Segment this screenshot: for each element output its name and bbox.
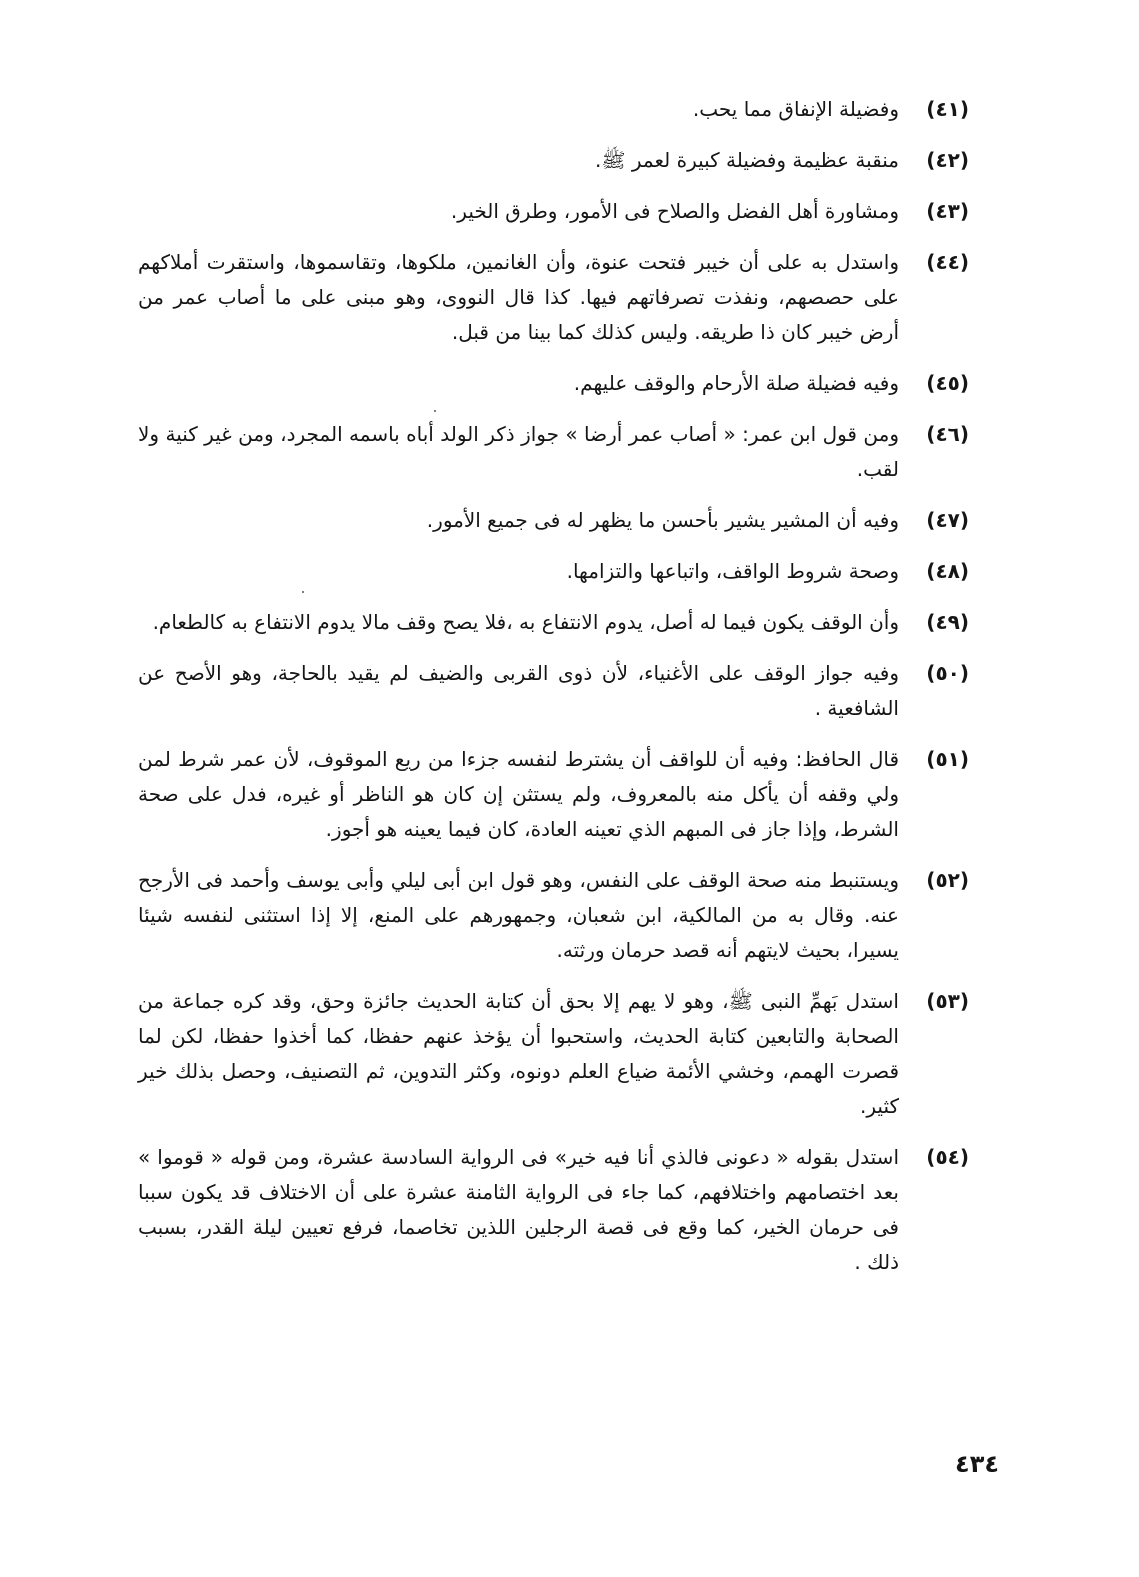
scan-speck (302, 591, 304, 593)
item-text: وفيه أن المشير يشير بأحسن ما يظهر له فى جميع الأمور. (426, 508, 899, 532)
list-item (138, 554, 969, 589)
list-item (138, 92, 969, 127)
item-number: (٥٠) (926, 661, 969, 685)
item-number: (٥٤) (926, 1145, 969, 1169)
page-body (138, 92, 969, 1296)
item-text: ويستنبط منه صحة الوقف على النفس، وهو قول ابن أبى ليلي وأبى يوسف وأحمد فى الأرجح عنه. وقال به من المالكية، ابن شعبان، وجمهورهم على المنع، إلا إذا استثنى لنفسه شيئا يسيرا، بحيث لايتهم أنه قصد حرمان ورثته. (138, 868, 899, 962)
scan-speck (434, 410, 436, 412)
list-item (138, 605, 969, 640)
item-text: وصحة شروط الواقف، واتباعها والتزامها. (566, 559, 899, 583)
item-text: استدل بَهمِّ النبى ﷺ، وهو لا يهم إلا بحق أن كتابة الحديث جائزة وحق، وقد كره جماعة من الصحابة والتابعين كتابة الحديث، واستحبوا أن يؤخذ عنهم حفظا، كما أخذوا حفظا، لكن لما قصرت الهمم، وخشي الأئمة ضياع العلم دونوه، وكثر التدوين، ثم التصنيف، وحصل بذلك خير كثير. (138, 989, 899, 1118)
item-text: وفيه فضيلة صلة الأرحام والوقف عليهم. (573, 371, 899, 395)
list-item (138, 656, 969, 726)
list-item (138, 742, 969, 847)
list-item (138, 143, 969, 178)
item-text: ومن قول ابن عمر: « أصاب عمر أرضا » جواز ذكر الولد أباه باسمه المجرد، ومن غير كنية ولا لقب. (138, 422, 899, 481)
item-text: منقبة عظيمة وفضيلة كبيرة لعمر ﷺ. (595, 148, 899, 172)
item-number: (٤٩) (926, 610, 969, 634)
list-item (138, 366, 969, 401)
item-number: (٤٦) (926, 422, 969, 446)
page-number: ٤٣٤ (955, 1450, 999, 1478)
item-text: وأن الوقف يكون فيما له أصل، يدوم الانتفاع به ،فلا يصح وقف مالا يدوم الانتفاع به كالطعام. (152, 610, 899, 634)
item-number: (٥٢) (926, 868, 969, 892)
list-item (138, 245, 969, 350)
item-text: واستدل به على أن خيبر فتحت عنوة، وأن الغانمين، ملكوها، وتقاسموها، واستقرت أملاكهم على حصصهم، ونفذت تصرفاتهم فيها. كذا قال النووى، وهو مبنى على ما أصاب عمر من أرض خيبر كان ذا طريقه. وليس كذلك كما بينا من قبل. (138, 250, 899, 344)
item-number: (٥١) (926, 747, 969, 771)
item-number: (٤٧) (926, 508, 969, 532)
list-item (138, 863, 969, 968)
list-item (138, 503, 969, 538)
item-number: (٤٥) (926, 371, 969, 395)
list-item (138, 1140, 969, 1280)
item-number: (٥٣) (926, 989, 969, 1013)
item-number: (٤٤) (926, 250, 969, 274)
item-number: (٤٨) (926, 559, 969, 583)
item-text: قال الحافظ: وفيه أن للواقف أن يشترط لنفسه جزءا من ريع الموقوف، لأن عمر شرط لمن ولي وقفه أن يأكل منه بالمعروف، ولم يستثن إن كان هو الناظر أو غيره، فدل على صحة الشرط، وإذا جاز فى المبهم الذي تعينه العادة، كان فيما يعينه هو أجوز. (138, 747, 899, 841)
item-number: (٤٣) (926, 199, 969, 223)
item-text: استدل بقوله « دعونى فالذي أنا فيه خير» فى الرواية السادسة عشرة، ومن قوله « قوموا » بعد اختصامهم واختلافهم، كما جاء فى الرواية الثامنة عشرة على أن الاختلاف قد يكون سببا فى حرمان الخير، كما وقع فى قصة الرجلين اللذين تخاصما، فرفع تعيين ليلة القدر، بسبب ذلك . (138, 1145, 899, 1274)
list-item (138, 984, 969, 1124)
item-number: (٤٢) (926, 148, 969, 172)
item-text: وفضيلة الإنفاق مما يحب. (692, 97, 899, 121)
list-item (138, 194, 969, 229)
item-text: وفيه جواز الوقف على الأغنياء، لأن ذوى القربى والضيف لم يقيد بالحاجة، وهو الأصح عن الشافعية . (138, 661, 899, 720)
item-text: ومشاورة أهل الفضل والصلاح فى الأمور، وطرق الخير. (450, 199, 899, 223)
list-item (138, 417, 969, 487)
item-number: (٤١) (926, 97, 969, 121)
